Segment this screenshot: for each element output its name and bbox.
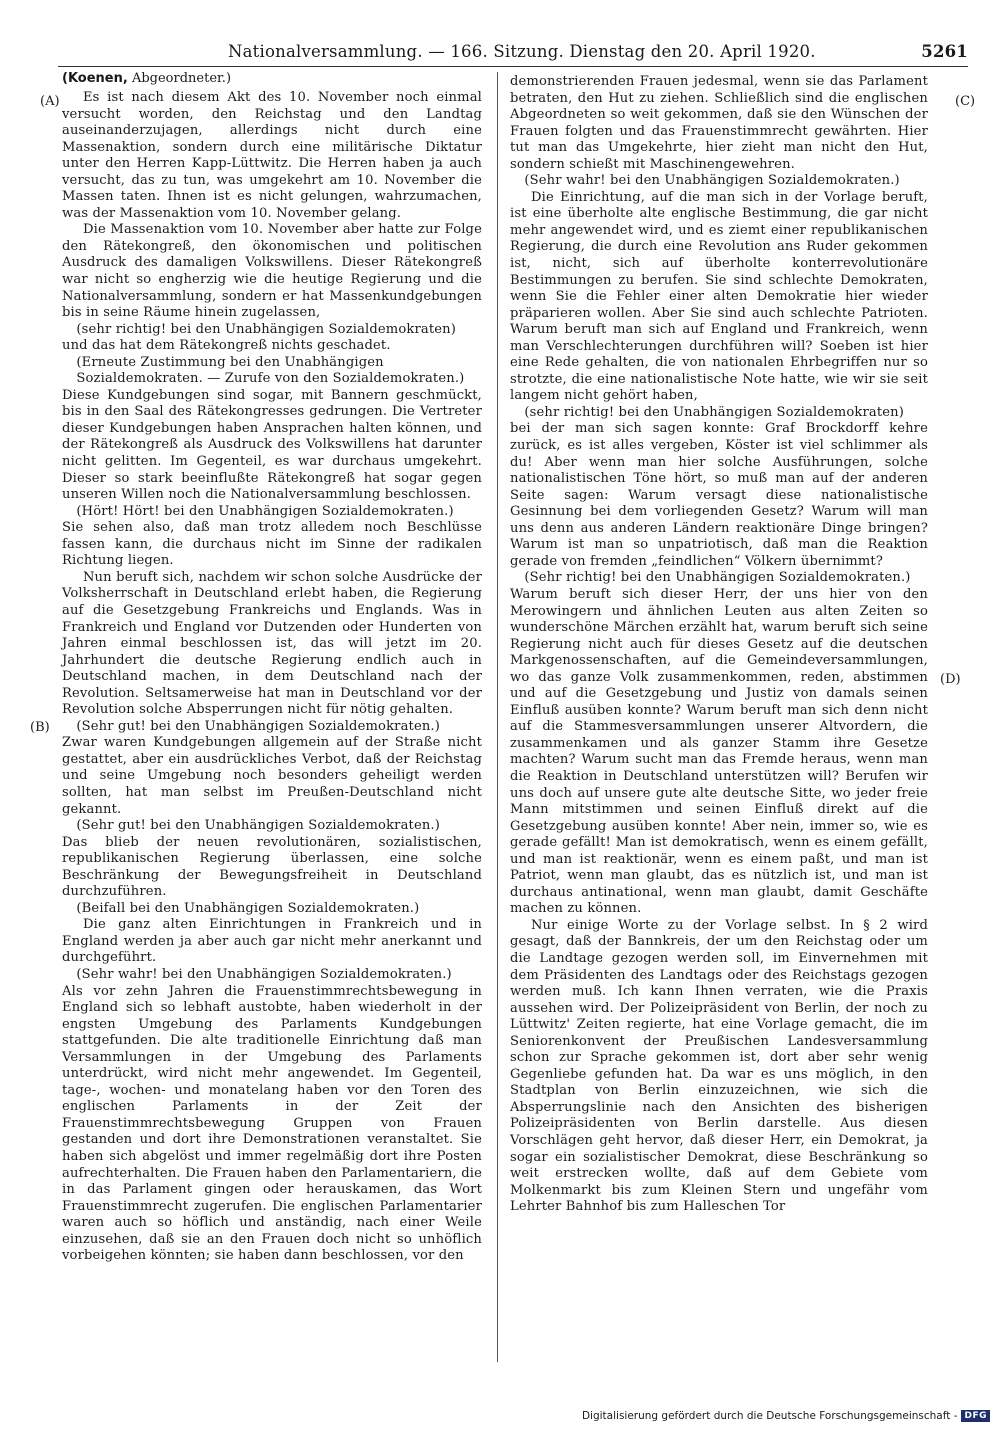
paragraph: demonstrierenden Frauen jedesmal, wenn sie das Parlament betraten, den Hut zu ziehen. Schließlich sind die englischen Abgeordneten so weit gekommen, daß sie den Wünschen der Frauen folgten und das Frauenstimmrecht gewährten. Hier tut man das Umgekehrte, hier zieht man nicht den Hut, sondern schießt mit Maschinengewehren. bbox=[510, 74, 928, 172]
interjection: (sehr richtig! bei den Unabhängigen Sozialdemokraten) bbox=[524, 404, 904, 420]
speaker-role: Abgeordneter.) bbox=[131, 71, 232, 86]
paragraph: Es ist nach diesem Akt des 10. November noch einmal versucht worden, den Reichstag und den Landtag auseinanderzujagen, allerdings nicht durch eine Massenaktion, sondern durch eine militärische Diktatur unter den Herren Kapp-Lüttwitz. Die Herren haben ja auch versucht, das zu tun, was umgekehrt am 10. November die Massen taten. Ihnen ist es nicht gelungen, wahrzumachen, was der Massenaktion vom 10. November gelang. bbox=[62, 90, 482, 221]
margin-marker-a: (A) bbox=[40, 94, 60, 109]
margin-marker-c: (C) bbox=[955, 94, 976, 109]
column-divider bbox=[497, 72, 498, 1362]
header-title: Nationalversammlung. — 166. Sitzung. Dienstag den 20. April 1920. bbox=[228, 42, 816, 61]
page-number: 5261 bbox=[921, 42, 968, 61]
paragraph: Zwar waren Kundgebungen allgemein auf der Straße nicht gestattet, aber ein ausdrückliches Verbot, daß der Reichstag und seine Umgebung noch besonders geheiligt werden sollten, hat man selbst im Preußen-Deutschland nicht gekannt. bbox=[62, 735, 482, 817]
paragraph: Nun beruft sich, nachdem wir schon solche Ausdrücke der Volksherrschaft in Deutschland erlebt haben, die Regierung auf die Gesetzgebung Frankreichs und Englands. Was in Frankreich und England vor Dutzenden oder Hunderten von Jahren einmal beschlossen ist, das will jetzt im 20. Jahrhundert die deutsche Regierung endlich auch in Deutschland machen, in dem Deutschland nach der Revolution. Seltsamerweise hat man in Deutschland vor der Revolution solche Absperrungen nicht für nötig gehalten. bbox=[62, 569, 482, 718]
paragraph: Als vor zehn Jahren die Frauenstimmrechtsbewegung in England sich so lebhaft austobte, haben wiederholt in der engsten Umgebung des Parlaments Kundgebungen stattgefunden. Die alte traditionelle Einrichtung daß man Versammlungen in der Umgebung des Parlaments unterdrückt, wird nicht mehr angewendet. Im Gegenteil, tage-, wochen- und monatelang haben vor den Toren des englischen Parlaments in der Zeit der Frauenstimmrechtsbewegung Gruppen von Frauen gestanden und dort ihre Demonstrationen veranstaltet. Sie haben sich abgelöst und immer regelmäßig dort ihre Posten aufrechterhalten. Die Frauen haben den Parlamentariern, die in das Parlament gingen oder herauskamen, das Wort Frauenstimmrecht zugerufen. Die englischen Parlamentarier waren auch so höflich und anständig, nach einer Weile einzusehen, daß sie an den Frauen doch nicht so unhöflich vorbeigehen könnten; sie haben dann beschlossen, vor den bbox=[62, 983, 482, 1264]
footer-credit bbox=[582, 1410, 990, 1422]
right-column bbox=[510, 74, 928, 1216]
paragraph: Das blieb der neuen revolutionären, sozialistischen, republikanischen Regierung überlassen, eine solche Beschränkung der Bewegungsfreiheit in Deutschland durchzuführen. bbox=[62, 834, 482, 900]
speaker-label bbox=[62, 71, 231, 86]
interjection: (Sehr wahr! bei den Unabhängigen Sozialdemokraten.) bbox=[76, 966, 452, 982]
speaker-name: (Koenen, bbox=[62, 71, 128, 86]
paragraph: Die Einrichtung, auf die man sich in der Vorlage beruft, ist eine überholte alte englische Bestimmung, die gar nicht mehr angewendet wird, und es ziemt einer republikanischen Regierung, die durch eine Revolution ans Ruder gekommen ist, nicht, sich auf überholte konterrevolutionäre Bestimmungen zu berufen. Sie sind schlechte Demokraten, wenn Sie die Fehler einer alten Demokratie hier wieder präparieren wollen. Aber Sie sind auch schlechte Patrioten. Warum beruft man sich auf England und Frankreich, wenn man Verschlechterungen durchführen will? Soeben ist hier eine Rede gehalten, die von nationalen Ehrbegriffen nur so strotzte, die eine nationalistische Note hatte, wie wir sie seit langem nicht gehört haben, bbox=[510, 189, 928, 404]
paragraph: und das hat dem Rätekongreß nichts geschadet. bbox=[62, 338, 391, 354]
interjection: (sehr richtig! bei den Unabhängigen Sozialdemokraten) bbox=[76, 321, 456, 337]
paragraph: Diese Kundgebungen sind sogar, mit Bannern geschmückt, bis in den Saal des Rätekongresses gedrungen. Die Vertreter dieser Kundgebungen haben Ansprachen halten können, und der Rätekongreß als Ausdruck des Volkswillens hat darunter nicht gelitten. Im Gegenteil, es war durchaus umgekehrt. Dieser so stark beeinflußte Rätekongreß hat sogar gegen unseren Willen noch die Nationalversammlung beschlossen. bbox=[62, 387, 482, 503]
margin-marker-b: (B) bbox=[30, 720, 50, 735]
paragraph: Sie sehen also, daß man trotz alledem noch Beschlüsse fassen kann, die durchaus nicht im Sinne der radikalen Richtung liegen. bbox=[62, 520, 482, 569]
interjection: (Sehr wahr! bei den Unabhängigen Sozialdemokraten.) bbox=[524, 173, 900, 189]
interjection: (Sehr gut! bei den Unabhängigen Sozialdemokraten.) bbox=[76, 818, 440, 834]
interjection: (Beifall bei den Unabhängigen Sozialdemokraten.) bbox=[76, 900, 420, 916]
left-column bbox=[62, 90, 482, 1265]
interjection: (Erneute Zustimmung bei den Unabhängigen Sozialdemokraten. — Zurufe von den Sozialdemokraten.) bbox=[76, 354, 465, 387]
running-header bbox=[228, 42, 968, 66]
dfg-logo: DFG bbox=[961, 1410, 990, 1422]
paragraph: Warum beruft sich dieser Herr, der uns hier von den Merowingern und ähnlichen Leuten aus alten Zeiten so wunderschöne Märchen erzählt hat, warum beruft sich seine Regierung nicht auch für dieses Gesetz auf die deutschen Markgenossenschaften, auf die Gemeindeversammlungen, wo das ganze Volk zusammenkommen, reden, abstimmen und auf die Gesetzgebung und Justiz von damals seinen Einfluß ausüben konnte? Warum beruft man sich denn nicht auf die Stammesversammlungen unserer Altvordern, die zusammenkamen und als ganzer Stamm ihre Gesetze machten? Warum sucht man das Fremde heraus, wenn man die Reaktion in Deutschland unterstützen will? Berufen wir uns doch auf unsere gute alte deutsche Sitte, wo jeder freie Mann mitstimmen und seinen Einfluß direkt auf die Gesetzgebung ausüben konnte! Aber nein, immer so, wie es gerade gefällt! Man ist demokratisch, wenn es einem gefällt, und man ist reaktionär, wenn es einem paßt, und man ist Patriot, wenn man glaubt, das es nützlich ist, und man ist durchaus antinational, wenn man glaubt, damit Geschäfte machen zu können. bbox=[510, 586, 928, 917]
paragraph: Nur einige Worte zu der Vorlage selbst. In § 2 wird gesagt, daß der Bannkreis, der um den Reichstag oder um die Landtage gezogen werden soll, im Einvernehmen mit dem Präsidenten des Landtags oder des Reichstags gezogen werden muß. Ich kann Ihnen verraten, wie die Praxis aussehen wird. Der Polizeipräsident von Berlin, der noch zu Lüttwitz' Zeiten regierte, hat eine Vorlage gemacht, die im Seniorenkonvent der Preußischen Landesversammlung schon zur Sprache gekommen ist, dort aber sehr wenig Gegenliebe gefunden hat. Da war es uns möglich, in den Stadtplan von Berlin einzuzeichnen, wie sich die Absperrungslinie nach den Ansichten des bisherigen Polizeipräsidenten von Berlin darstelle. Aus diesen Vorschlägen geht hervor, daß dieser Herr, ein Demokrat, ja sogar ein sozialistischer Demokrat, diese Beschränkung so weit erstrecken wollte, daß auf dem Gebiete vom Molkenmarkt bis zum Kleinen Stern und ungefähr vom Lehrter Bahnhof bis zum Halleschen Tor bbox=[510, 917, 928, 1215]
paragraph: bei der man sich sagen konnte: Graf Brockdorff kehre zurück, es ist alles vergeben, Köster ist viel schlimmer als du! Aber wenn man hier solche Ausführungen, solche nationalistischen Töne hört, so muß man auf der anderen Seite sagen: Warum versagt diese nationalistische Gesinnung bei dem vorliegenden Gesetz? Warum will man uns denn aus anderen Ländern reaktionäre Dinge bringen? Warum ist man so unpatriotisch, daß man die Reaktion gerade von fremden „feindlichen“ Völkern übernimmt? bbox=[510, 421, 928, 569]
interjection: (Sehr richtig! bei den Unabhängigen Sozialdemokraten.) bbox=[524, 570, 911, 586]
header-rule bbox=[58, 66, 968, 67]
footer-text: Digitalisierung gefördert durch die Deutsche Forschungsgemeinschaft - bbox=[581, 1410, 958, 1422]
interjection: (Hört! Hört! bei den Unabhängigen Sozialdemokraten.) bbox=[76, 503, 454, 519]
margin-marker-d: (D) bbox=[940, 672, 961, 687]
paragraph: Die ganz alten Einrichtungen in Frankreich und in England werden ja aber auch gar nicht mehr anerkannt und durchgeführt. bbox=[62, 917, 482, 966]
paragraph: Die Massenaktion vom 10. November aber hatte zur Folge den Rätekongreß, den ökonomischen und politischen Ausdruck des damaligen Volkswillens. Dieser Rätekongreß war nicht so engherzig wie die heutige Regierung und die Nationalversammlung, sondern er hat Massenkundgebungen bis in seine Räume hinein zugelassen, bbox=[62, 222, 482, 321]
interjection: (Sehr gut! bei den Unabhängigen Sozialdemokraten.) bbox=[76, 718, 440, 734]
